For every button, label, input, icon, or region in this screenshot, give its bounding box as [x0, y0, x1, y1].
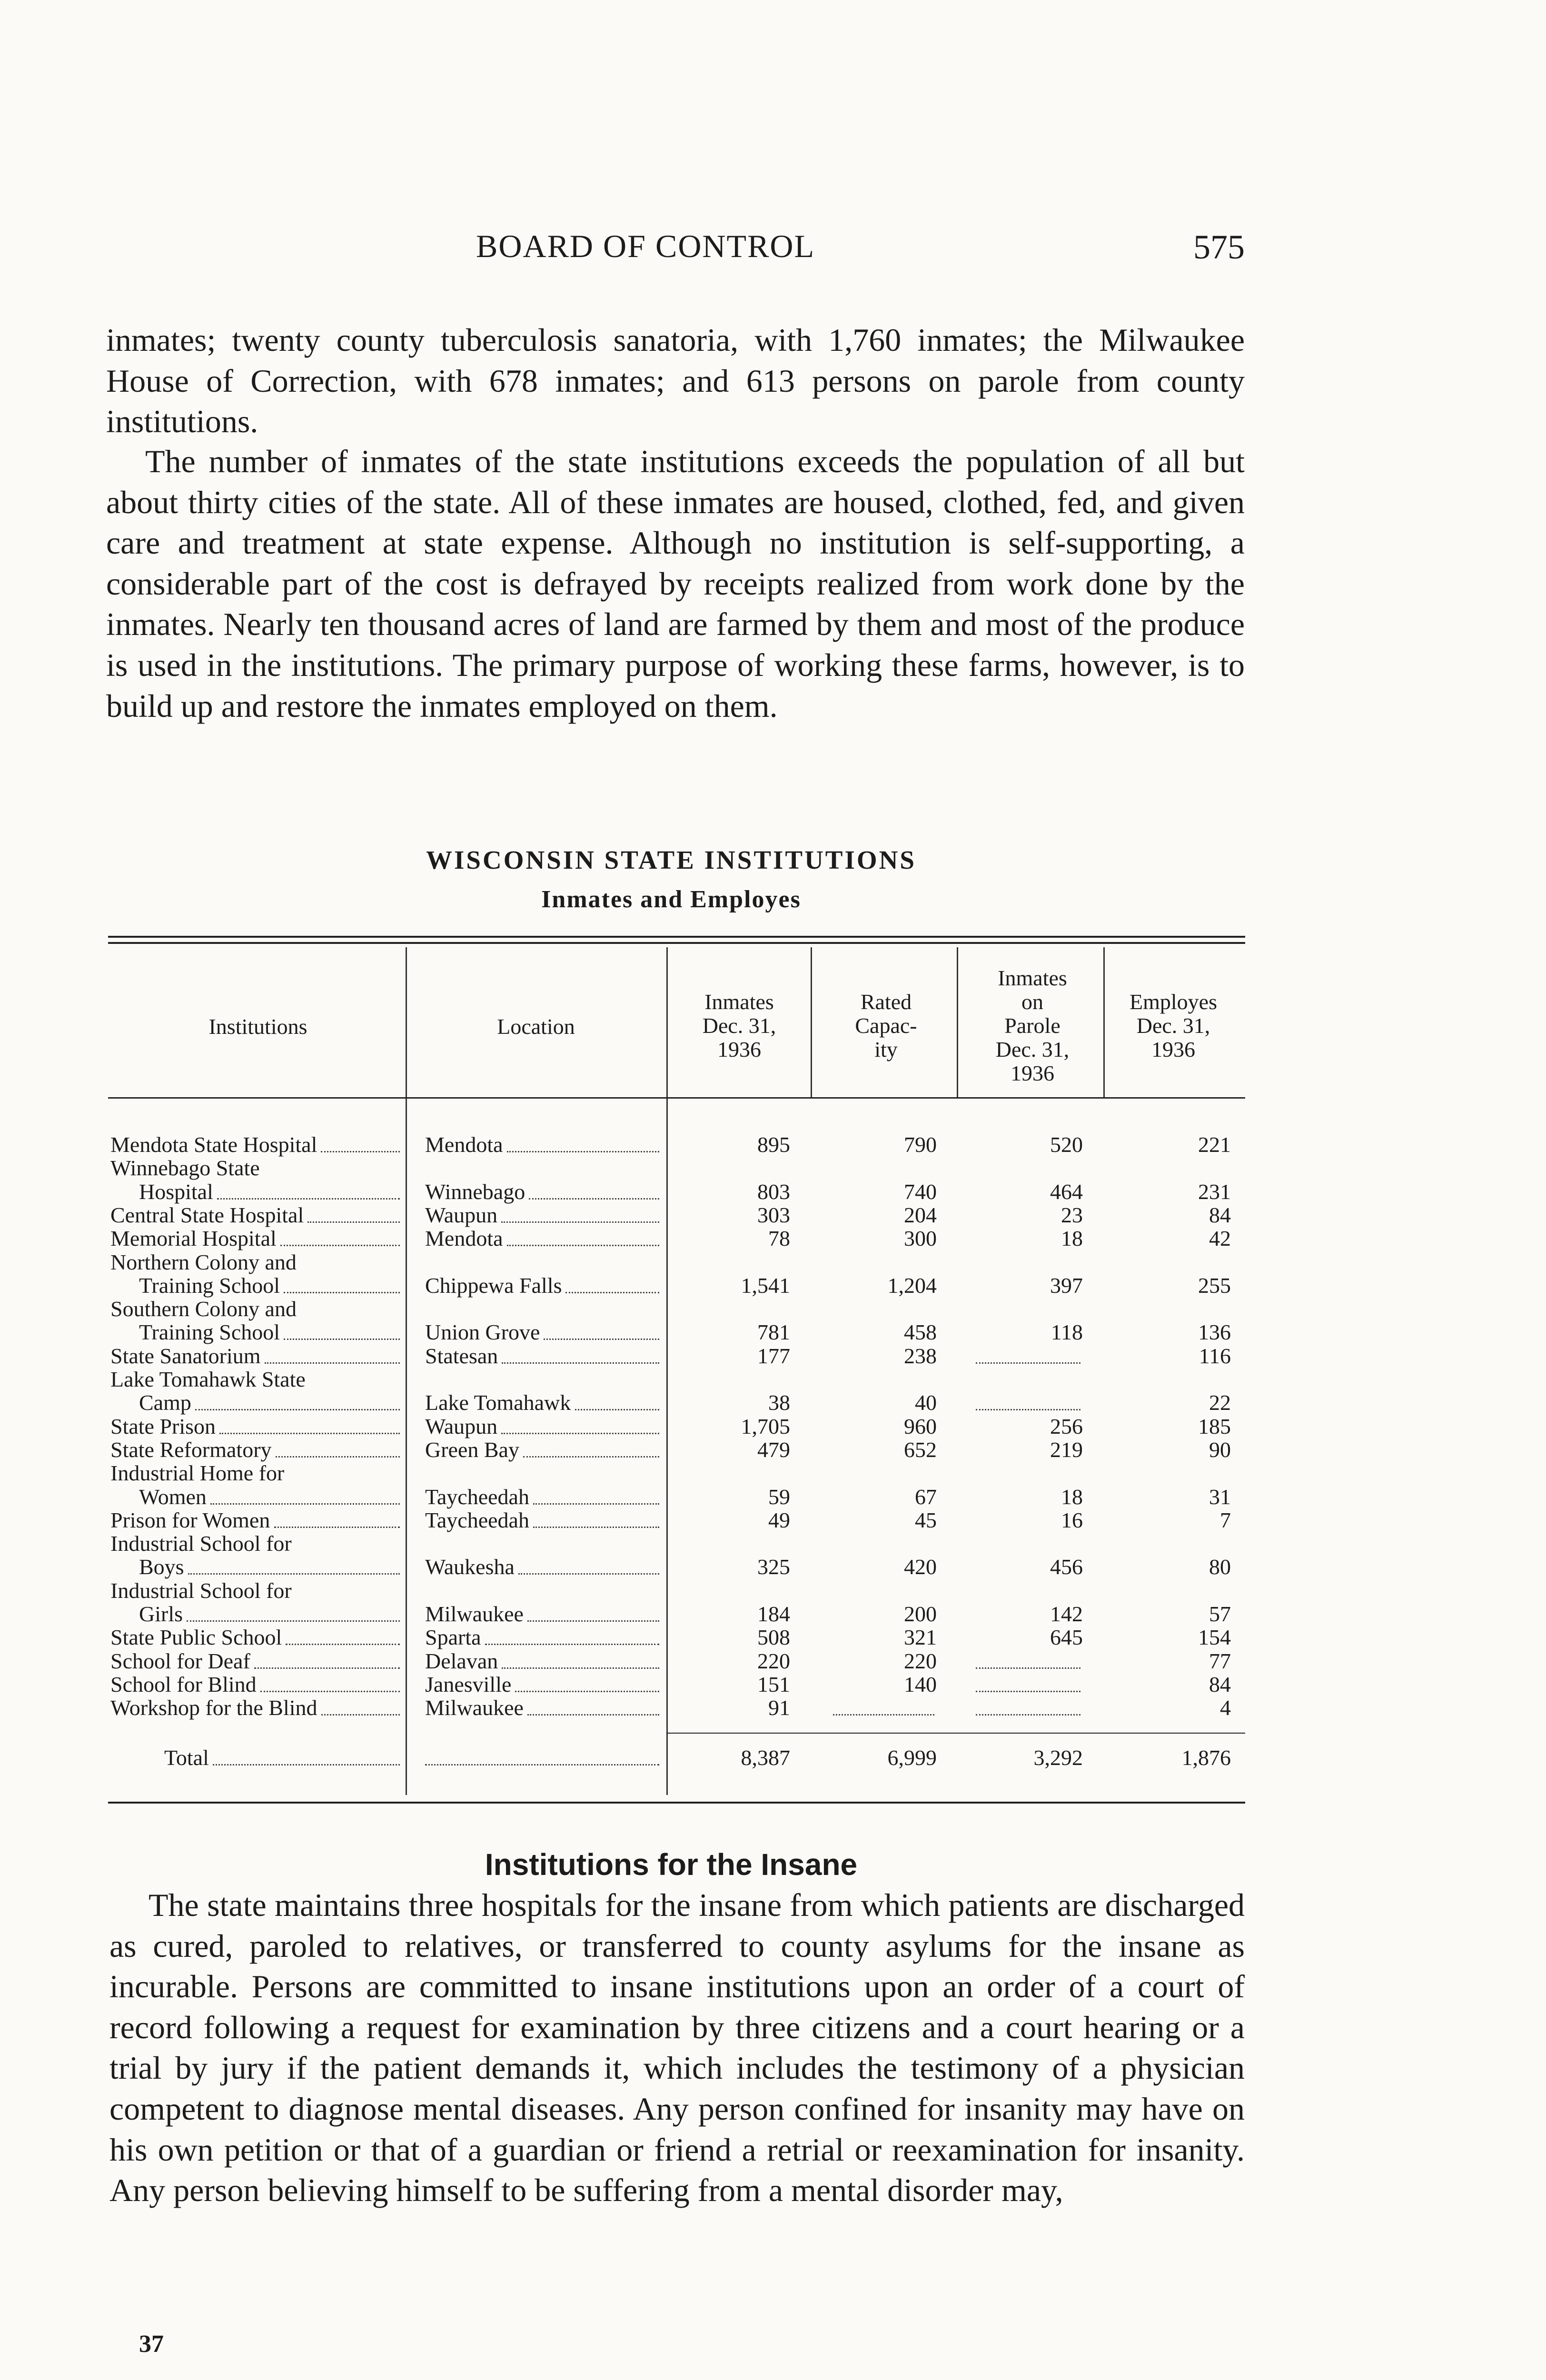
cell-employes: 231: [1198, 1179, 1231, 1204]
page-header: [107, 228, 1245, 270]
leader-dots: [533, 1503, 659, 1505]
leader-dots: [507, 1245, 659, 1246]
cell-inmates: 151: [757, 1672, 790, 1696]
cell-employes: 57: [1209, 1602, 1231, 1626]
column-header: Rated Capac- ity: [855, 990, 917, 1061]
total-inmates: 8,387: [741, 1745, 790, 1770]
leader-dots: [210, 1503, 400, 1505]
institution-location: Green Bay: [425, 1437, 519, 1462]
leader-dots: [501, 1221, 659, 1223]
table-column-divider: [406, 947, 407, 1795]
leader-dots: [219, 1433, 400, 1434]
cell-employes: 255: [1198, 1273, 1231, 1298]
cell-capacity: 321: [904, 1625, 937, 1650]
cell-inmates: 91: [768, 1696, 790, 1720]
leader-dots: [321, 1151, 400, 1152]
paragraph-continuation: inmates; twenty county tuberculosis sanatoria, with 1,760 inmates; the Milwaukee House of Correction, with 678 inmates; and 613 persons on parole from county institutions.: [106, 322, 1245, 440]
cell-inmates: 781: [757, 1320, 790, 1345]
institution-location: Lake Tomahawk: [425, 1390, 571, 1415]
institution-location: Waukesha: [425, 1555, 515, 1579]
page-number: 575: [1193, 228, 1245, 266]
leader-dots: [187, 1620, 400, 1622]
cell-inmates: 1,541: [741, 1273, 790, 1298]
cell-capacity: 1,204: [887, 1273, 937, 1298]
leader-dots: [195, 1409, 400, 1410]
cell-capacity: 740: [904, 1179, 937, 1204]
leader-dots: [280, 1245, 400, 1246]
cell-inmates: 325: [757, 1555, 790, 1579]
cell-parole: 645: [1050, 1625, 1083, 1650]
leader-dots: [217, 1198, 400, 1200]
institution-location: Janesville: [425, 1672, 512, 1696]
institution-name: Boys: [139, 1555, 184, 1579]
leader-dots: [527, 1714, 659, 1716]
cell-parole: 256: [1050, 1414, 1083, 1438]
cell-inmates: 78: [768, 1226, 790, 1251]
institution-name: State Prison: [110, 1414, 216, 1438]
cell-inmates: 49: [768, 1507, 790, 1532]
institution-name: State Sanatorium: [110, 1343, 261, 1368]
cell-capacity: 790: [904, 1132, 937, 1157]
institution-name: Memorial Hospital: [110, 1226, 277, 1251]
cell-employes: 185: [1198, 1414, 1231, 1438]
table-top-rule-inner: [108, 942, 1245, 944]
institution-name: Central State Hospital: [110, 1202, 304, 1227]
leader-dots: [260, 1691, 400, 1692]
cell-parole: 464: [1050, 1179, 1083, 1204]
total-capacity: 6,999: [887, 1745, 937, 1770]
cell-capacity: 458: [904, 1320, 937, 1345]
leader-dots: [254, 1667, 400, 1669]
cell-employes: 221: [1198, 1132, 1231, 1157]
total-parole: 3,292: [1033, 1745, 1083, 1770]
table-column-divider: [957, 947, 958, 1097]
institution-name: Prison for Women: [110, 1507, 270, 1532]
cell-inmates: 59: [768, 1484, 790, 1509]
institution-location: Mendota: [425, 1132, 503, 1157]
institution-name: State Reformatory: [110, 1437, 272, 1462]
institution-name: School for Blind: [110, 1672, 257, 1696]
cell-capacity: 652: [904, 1437, 937, 1462]
leader-dots: [575, 1409, 659, 1410]
institution-name: Industrial Home for: [110, 1461, 285, 1486]
institution-name: Women: [139, 1484, 207, 1509]
cell-inmates: 177: [757, 1343, 790, 1368]
cell-capacity: 200: [904, 1602, 937, 1626]
leader-dots: [976, 1362, 1080, 1364]
cell-employes: 7: [1220, 1507, 1231, 1532]
leader-dots: [307, 1221, 400, 1223]
cell-capacity: 67: [915, 1484, 937, 1509]
leader-dots: [485, 1644, 659, 1645]
cell-employes: 77: [1209, 1648, 1231, 1673]
institution-location: Chippewa Falls: [425, 1273, 562, 1298]
cell-inmates: 303: [757, 1202, 790, 1227]
institution-location: Mendota: [425, 1226, 503, 1251]
institution-name: Training School: [139, 1273, 280, 1298]
cell-parole: 397: [1050, 1273, 1083, 1298]
institution-location: Winnebago: [425, 1179, 525, 1204]
cell-capacity: 960: [904, 1414, 937, 1438]
total-label: Total: [164, 1745, 209, 1770]
cell-employes: 42: [1209, 1226, 1231, 1251]
leader-dots: [518, 1573, 659, 1575]
leader-dots: [321, 1714, 400, 1716]
cell-parole: 520: [1050, 1132, 1083, 1157]
leader-dots: [507, 1151, 659, 1152]
leader-dots: [529, 1198, 659, 1200]
cell-inmates: 803: [757, 1179, 790, 1204]
cell-employes: 22: [1209, 1390, 1231, 1415]
cell-inmates: 508: [757, 1625, 790, 1650]
cell-capacity: 420: [904, 1555, 937, 1579]
cell-parole: 18: [1061, 1484, 1083, 1509]
leader-dots: [523, 1456, 659, 1458]
leader-dots: [284, 1339, 400, 1340]
leader-dots: [544, 1339, 659, 1340]
institution-location: Statesan: [425, 1343, 498, 1368]
column-header: Location: [497, 1014, 575, 1039]
table-subtitle: Inmates and Employes: [541, 886, 801, 913]
leader-dots: [533, 1527, 659, 1528]
leader-dots: [188, 1573, 400, 1575]
table-column-divider: [811, 947, 812, 1097]
institution-name: School for Deaf: [110, 1648, 250, 1673]
cell-parole: 118: [1050, 1320, 1083, 1345]
institution-location: Milwaukee: [425, 1696, 524, 1720]
column-header: Inmates Dec. 31, 1936: [702, 990, 776, 1061]
leader-dots: [502, 1362, 659, 1364]
cell-employes: 136: [1198, 1320, 1231, 1345]
cell-parole: 18: [1061, 1226, 1083, 1251]
total-separator: [666, 1733, 1245, 1734]
table-header-rule: [108, 1097, 1245, 1099]
institution-name: State Public School: [110, 1625, 282, 1650]
cell-inmates: 479: [757, 1437, 790, 1462]
cell-parole: 142: [1050, 1602, 1083, 1626]
leader-dots: [274, 1527, 400, 1528]
institution-location: Waupun: [425, 1414, 498, 1438]
cell-employes: 4: [1220, 1696, 1231, 1720]
total-employes: 1,876: [1181, 1745, 1231, 1770]
leader-dots: [565, 1292, 659, 1293]
institution-location: Taycheedah: [425, 1484, 529, 1509]
leader-dots: [976, 1667, 1080, 1669]
cell-parole: 23: [1061, 1202, 1083, 1227]
cell-capacity: 40: [915, 1390, 937, 1415]
cell-inmates: 38: [768, 1390, 790, 1415]
leader-dots: [213, 1764, 400, 1765]
leader-dots: [286, 1644, 400, 1645]
table-title: WISCONSIN STATE INSTITUTIONS: [426, 845, 916, 874]
leader-dots: [527, 1620, 659, 1622]
institution-name: Northern Colony and: [110, 1250, 297, 1274]
leader-dots: [265, 1362, 400, 1364]
leader-dots: [502, 1667, 659, 1669]
leader-dots: [276, 1456, 400, 1458]
cell-capacity: 220: [904, 1648, 937, 1673]
institution-name: Industrial School for: [110, 1578, 292, 1603]
running-head: BOARD OF CONTROL: [476, 228, 815, 264]
table-bottom-rule: [108, 1802, 1245, 1804]
table-top-rule: [108, 936, 1245, 938]
column-header: Inmates on Parole Dec. 31, 1936: [995, 966, 1070, 1085]
cell-capacity: 45: [915, 1507, 937, 1532]
institution-name: Winnebago State: [110, 1156, 260, 1180]
column-header: Employes Dec. 31, 1936: [1130, 990, 1217, 1061]
cell-employes: 90: [1209, 1437, 1231, 1462]
cell-employes: 84: [1209, 1672, 1231, 1696]
leader-dots: [833, 1714, 934, 1716]
leader-dots: [515, 1691, 659, 1692]
column-header: Institutions: [208, 1014, 307, 1039]
cell-employes: 31: [1209, 1484, 1231, 1509]
institution-location: Delavan: [425, 1648, 498, 1673]
institution-location: Milwaukee: [425, 1602, 524, 1626]
cell-inmates: 184: [757, 1602, 790, 1626]
signature-mark: 37: [139, 2330, 164, 2358]
leader-dots: [976, 1691, 1080, 1692]
cell-capacity: 140: [904, 1672, 937, 1696]
cell-inmates: 220: [757, 1648, 790, 1673]
paragraph-insane-institutions: The state maintains three hospitals for the insane from which patients are discharged as cured, paroled to relatives, or transferred to county asylums for the insane as incurable. Persons are committed to insane institutions upon an order of a court of record following a request for examination by three citizens and a court hearing or a trial by jury if the patient demands it, which includes the testimony of a physician competent to diagnose mental diseases. Any person confined for insanity may have on his own petition or that of a guardian or friend a retrial or reexamination for insanity. Any person believing himself to be suffering from a mental disorder may,: [109, 1887, 1245, 2209]
cell-inmates: 895: [757, 1132, 790, 1157]
paragraph-population: The number of inmates of the state institutions exceeds the population of all but about thirty cities of the state. All of these inmates are housed, clothed, fed, and given care and treatment at state expense. Although no institution is self-supporting, a considerable part of the cost is defrayed by receipts realized from work done by the inmates. Nearly ten thousand acres of land are farmed by them and most of the produce is used in the institutions. The primary purpose of working these farms, however, is to build up and restore the inmates employed on them.: [106, 443, 1245, 724]
institution-name: Hospital: [139, 1179, 213, 1204]
cell-employes: 116: [1199, 1343, 1231, 1368]
institution-location: Waupun: [425, 1202, 498, 1227]
cell-employes: 84: [1209, 1202, 1231, 1227]
institution-name: Mendota State Hospital: [110, 1132, 317, 1157]
table-column-divider: [666, 947, 668, 1795]
institution-location: Sparta: [425, 1625, 481, 1650]
cell-capacity: 204: [904, 1202, 937, 1227]
institution-name: Workshop for the Blind: [110, 1696, 317, 1720]
leader-dots: [425, 1764, 659, 1765]
cell-capacity: 300: [904, 1226, 937, 1251]
institution-name: Lake Tomahawk State: [110, 1367, 306, 1391]
cell-parole: 16: [1061, 1507, 1083, 1532]
institution-name: Industrial School for: [110, 1531, 292, 1556]
cell-parole: 219: [1050, 1437, 1083, 1462]
institution-name: Camp: [139, 1390, 191, 1415]
cell-capacity: 238: [904, 1343, 937, 1368]
cell-employes: 154: [1198, 1625, 1231, 1650]
institution-location: Union Grove: [425, 1320, 540, 1345]
cell-inmates: 1,705: [741, 1414, 790, 1438]
section-heading: Institutions for the Insane: [485, 1847, 858, 1882]
cell-parole: 456: [1050, 1555, 1083, 1579]
leader-dots: [976, 1714, 1080, 1716]
institution-name: Girls: [139, 1602, 183, 1626]
leader-dots: [284, 1292, 400, 1293]
institution-name: Training School: [139, 1320, 280, 1345]
institution-location: Taycheedah: [425, 1507, 529, 1532]
leader-dots: [976, 1409, 1080, 1410]
institution-name: Southern Colony and: [110, 1297, 297, 1321]
leader-dots: [501, 1433, 659, 1434]
cell-employes: 80: [1209, 1555, 1231, 1579]
